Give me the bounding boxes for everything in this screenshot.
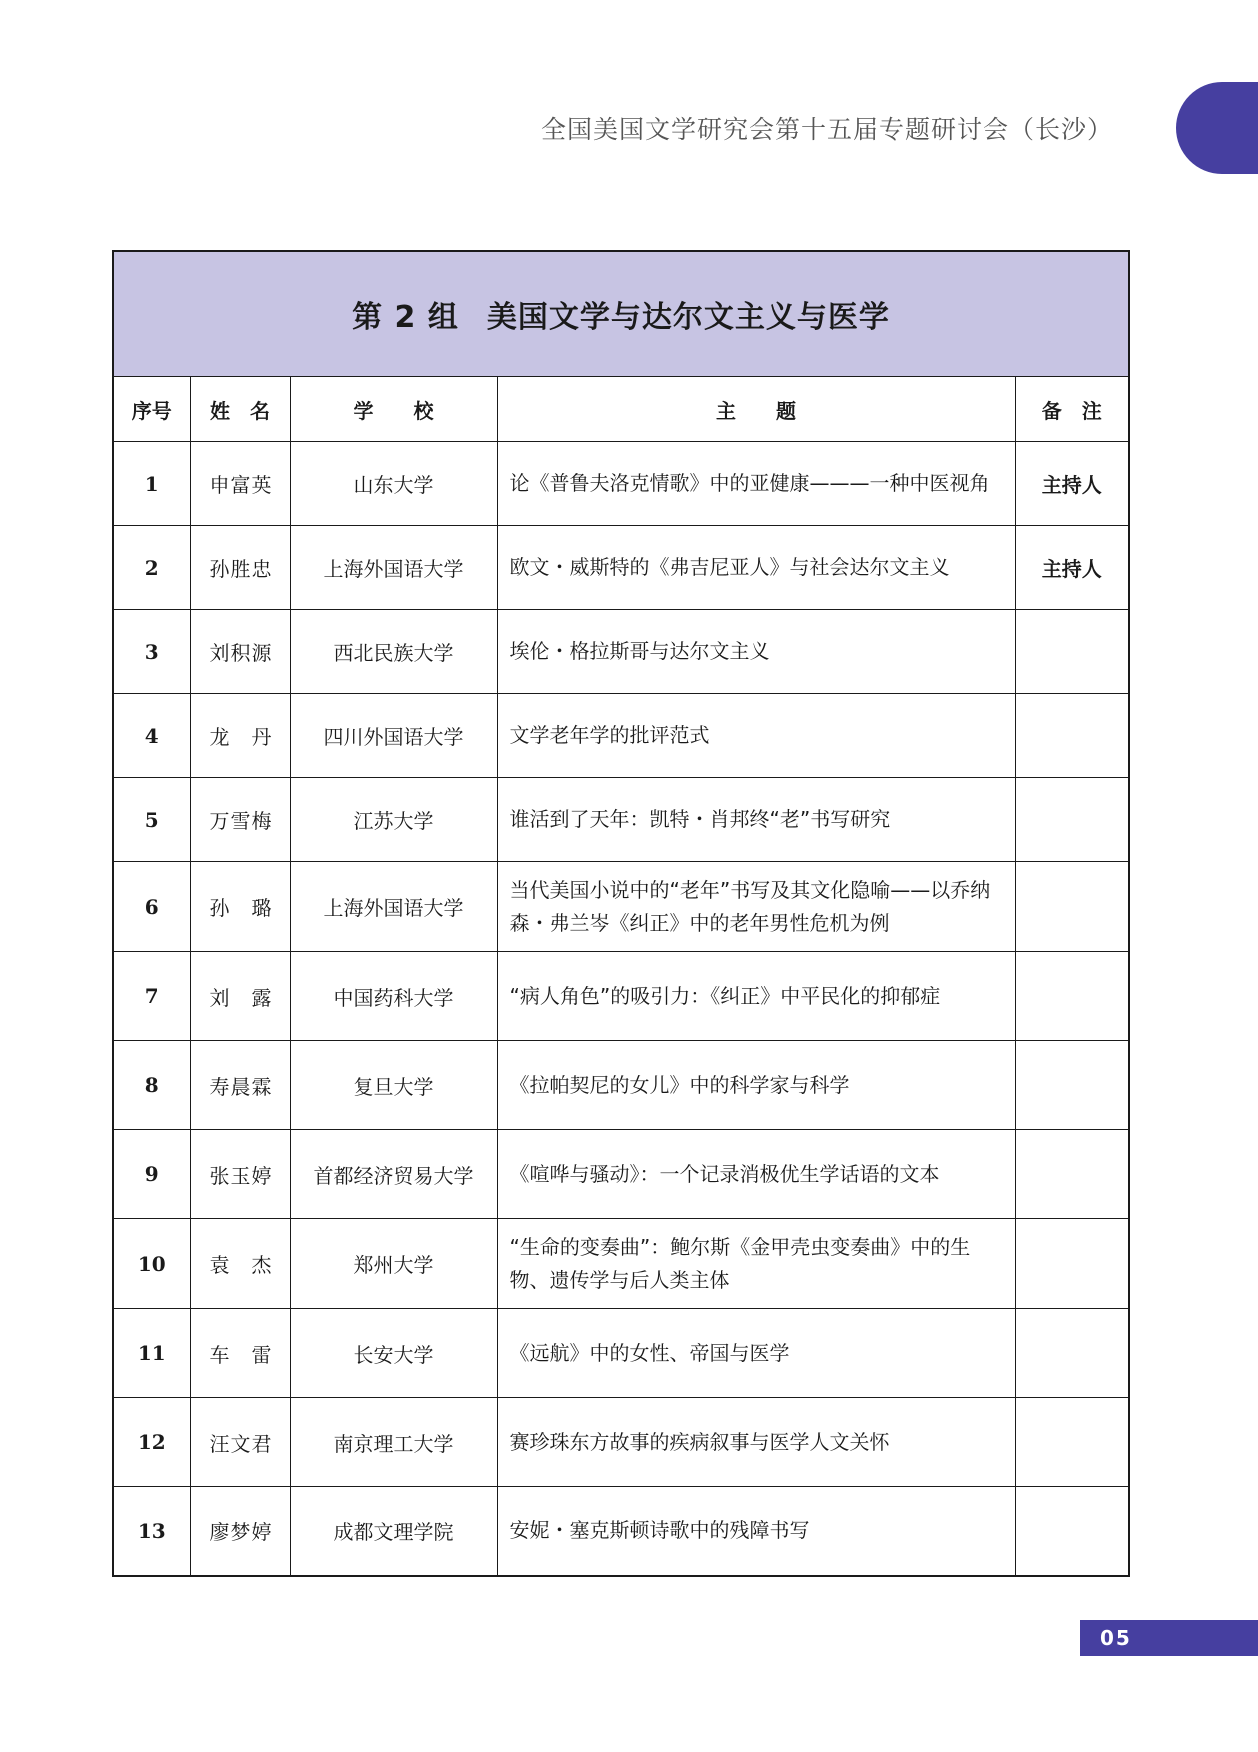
participant-school: 上海外国语大学: [290, 862, 497, 952]
paper-theme: 埃伦・格拉斯哥与达尔文主义: [497, 610, 1015, 694]
participant-school: 中国药科大学: [290, 952, 497, 1041]
participant-name: 孙胜忠: [190, 526, 290, 610]
paper-theme: 文学老年学的批评范式: [497, 694, 1015, 778]
table-row: [113, 778, 1129, 862]
table-header-row: [113, 377, 1129, 442]
column-header-theme: 主 题: [497, 377, 1015, 442]
paper-theme: 《喧哗与骚动》：一个记录消极优生学话语的文本: [497, 1130, 1015, 1219]
participant-name: 万雪梅: [190, 778, 290, 862]
table-row: [113, 1398, 1129, 1487]
participant-school: 江苏大学: [290, 778, 497, 862]
role-note: [1015, 694, 1129, 778]
paper-theme: 《拉帕契尼的女儿》中的科学家与科学: [497, 1041, 1015, 1130]
conference-title: 全国美国文学研究会第十五届专题研讨会（长沙）: [540, 115, 1113, 144]
group-label: 第 2 组: [352, 300, 459, 335]
participant-name: 申富英: [190, 442, 290, 526]
paper-theme: “生命的变奏曲”：鲍尔斯《金甲壳虫变奏曲》中的生物、遗传学与后人类主体: [497, 1219, 1015, 1309]
role-note: [1015, 778, 1129, 862]
role-note: [1015, 1219, 1129, 1309]
table-row: [113, 1309, 1129, 1398]
role-note: [1015, 862, 1129, 952]
participant-school: 首都经济贸易大学: [290, 1130, 497, 1219]
role-note: [1015, 1130, 1129, 1219]
participant-school: 复旦大学: [290, 1041, 497, 1130]
participant-school: 上海外国语大学: [290, 526, 497, 610]
row-number: 10: [113, 1219, 190, 1309]
column-header-note: 备 注: [1015, 377, 1129, 442]
table-row: [113, 862, 1129, 952]
role-note: [1015, 1398, 1129, 1487]
paper-theme: 《远航》中的女性、帝国与医学: [497, 1309, 1015, 1398]
row-number: 12: [113, 1398, 190, 1487]
paper-theme: 安妮・塞克斯顿诗歌中的残障书写: [497, 1487, 1015, 1576]
role-note: 主持人: [1015, 526, 1129, 610]
page-number: 05: [1080, 1620, 1258, 1656]
paper-theme: 当代美国小说中的“老年”书写及其文化隐喻——以乔纳森・弗兰岑《纠正》中的老年男性危机为例: [497, 862, 1015, 952]
row-number: 1: [113, 442, 190, 526]
participant-name: 刘积源: [190, 610, 290, 694]
role-note: [1015, 1041, 1129, 1130]
paper-theme: 赛珍珠东方故事的疾病叙事与医学人文关怀: [497, 1398, 1015, 1487]
paper-theme: 欧文・威斯特的《弗吉尼亚人》与社会达尔文主义: [497, 526, 1015, 610]
participant-name: 寿晨霖: [190, 1041, 290, 1130]
row-number: 5: [113, 778, 190, 862]
table-row: [113, 610, 1129, 694]
row-number: 13: [113, 1487, 190, 1576]
paper-theme: 谁活到了天年：凯特・肖邦终“老”书写研究: [497, 778, 1015, 862]
row-number: 7: [113, 952, 190, 1041]
participant-name: 车 雷: [190, 1309, 290, 1398]
table-row: [113, 442, 1129, 526]
row-number: 11: [113, 1309, 190, 1398]
row-number: 3: [113, 610, 190, 694]
row-number: 8: [113, 1041, 190, 1130]
page-tab-decoration: [1176, 82, 1258, 174]
participant-school: 成都文理学院: [290, 1487, 497, 1576]
group-title: [113, 251, 1129, 377]
role-note: 主持人: [1015, 442, 1129, 526]
group-topic: 美国文学与达尔文主义与医学: [486, 300, 890, 335]
participant-school: 南京理工大学: [290, 1398, 497, 1487]
participant-name: 张玉婷: [190, 1130, 290, 1219]
row-number: 9: [113, 1130, 190, 1219]
participant-school: 西北民族大学: [290, 610, 497, 694]
table-row: [113, 1487, 1129, 1576]
role-note: [1015, 1487, 1129, 1576]
column-header-school: 学 校: [290, 377, 497, 442]
participant-school: 山东大学: [290, 442, 497, 526]
role-note: [1015, 1309, 1129, 1398]
participant-name: 孙 璐: [190, 862, 290, 952]
session-table: [112, 250, 1130, 1577]
role-note: [1015, 952, 1129, 1041]
row-number: 6: [113, 862, 190, 952]
table-row: [113, 952, 1129, 1041]
paper-theme: 论《普鲁夫洛克情歌》中的亚健康———一种中医视角: [497, 442, 1015, 526]
participant-school: 郑州大学: [290, 1219, 497, 1309]
column-header-name: 姓 名: [190, 377, 290, 442]
table-row: [113, 526, 1129, 610]
column-header-no: 序号: [113, 377, 190, 442]
participant-name: 刘 露: [190, 952, 290, 1041]
participant-name: 袁 杰: [190, 1219, 290, 1309]
table-row: [113, 1219, 1129, 1309]
participant-name: 汪文君: [190, 1398, 290, 1487]
table-row: [113, 1041, 1129, 1130]
role-note: [1015, 610, 1129, 694]
participant-name: 廖梦婷: [190, 1487, 290, 1576]
row-number: 4: [113, 694, 190, 778]
participant-name: 龙 丹: [190, 694, 290, 778]
row-number: 2: [113, 526, 190, 610]
table-row: [113, 1130, 1129, 1219]
table-row: [113, 694, 1129, 778]
paper-theme: “病人角色”的吸引力：《纠正》中平民化的抑郁症: [497, 952, 1015, 1041]
participant-school: 四川外国语大学: [290, 694, 497, 778]
participant-school: 长安大学: [290, 1309, 497, 1398]
